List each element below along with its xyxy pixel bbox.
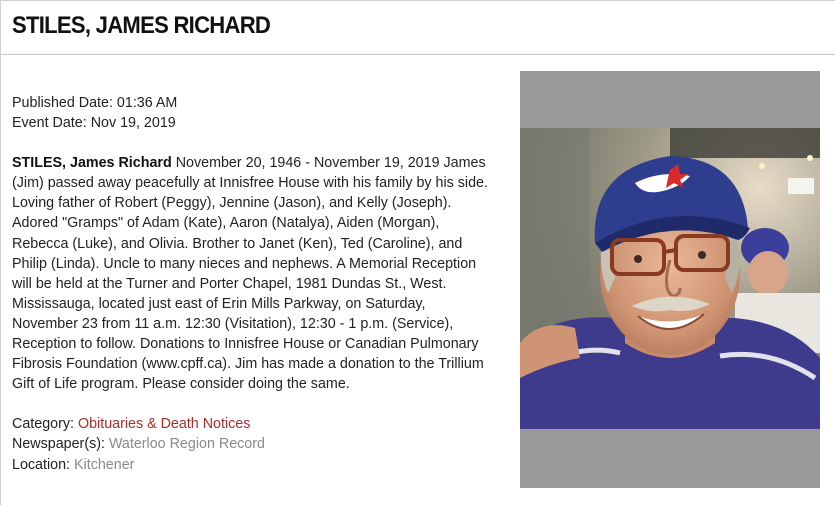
newspaper-label: Newspaper(s): [12, 436, 105, 453]
page-title: STILES, JAMES RICHARD [12, 12, 271, 39]
dates-block [12, 93, 492, 133]
published-date-label: Published Date: [12, 95, 113, 111]
obituary-content [12, 93, 492, 475]
portrait-photo[interactable] [520, 128, 820, 429]
event-date-value: Nov 19, 2019 [90, 115, 176, 132]
deceased-name: STILES, James Richard [12, 155, 172, 172]
page-header [0, 0, 835, 55]
event-date-label: Event Date: [12, 115, 87, 132]
category-label: Category: [12, 416, 74, 433]
category-link[interactable]: Obituaries & Death Notices [77, 416, 251, 433]
published-date-value: 01:36 AM [116, 95, 178, 111]
newspaper-link[interactable]: Waterloo Region Record [108, 436, 265, 453]
location-link[interactable]: Kitchener [74, 456, 135, 473]
location-label: Location: [12, 456, 71, 473]
obituary-text [12, 153, 492, 394]
obituary-body: November 20, 1946 - November 19, 2019 James (Jim) passed away peacefully at Innisfree House with his family by his side. Loving father of Robert (Peggy), Jennine (Jason), and Kelly (Joseph). Adored "Gramps" of Adam (Kate), Aaron (Natalya), Aiden (Morgan), Rebecca (Luke), and Olivia. Brother to Janet (Ken), Ted (Caroline), and Philip (Linda). Uncle to many nieces and nephews. A Memorial Reception will be held at the Turner and Porter Chapel, 1981 Dundas St., West. Mississauga, located just east of Erin Mills Parkway, on Saturday, November 23 from 11 a.m. 12:30 (Visitation), 12:30 - 1 p.m. (Service), Reception to follow. Donations to Innisfree House or Canadian Pulmonary Fibrosis Foundation (www.cpff.ca). Jim has made a donation to the Trillium Gift of Life program. Please consider doing the same. [12, 155, 488, 393]
meta-block [12, 414, 492, 474]
frame-left-border [0, 0, 1, 505]
photo-frame [520, 71, 820, 488]
